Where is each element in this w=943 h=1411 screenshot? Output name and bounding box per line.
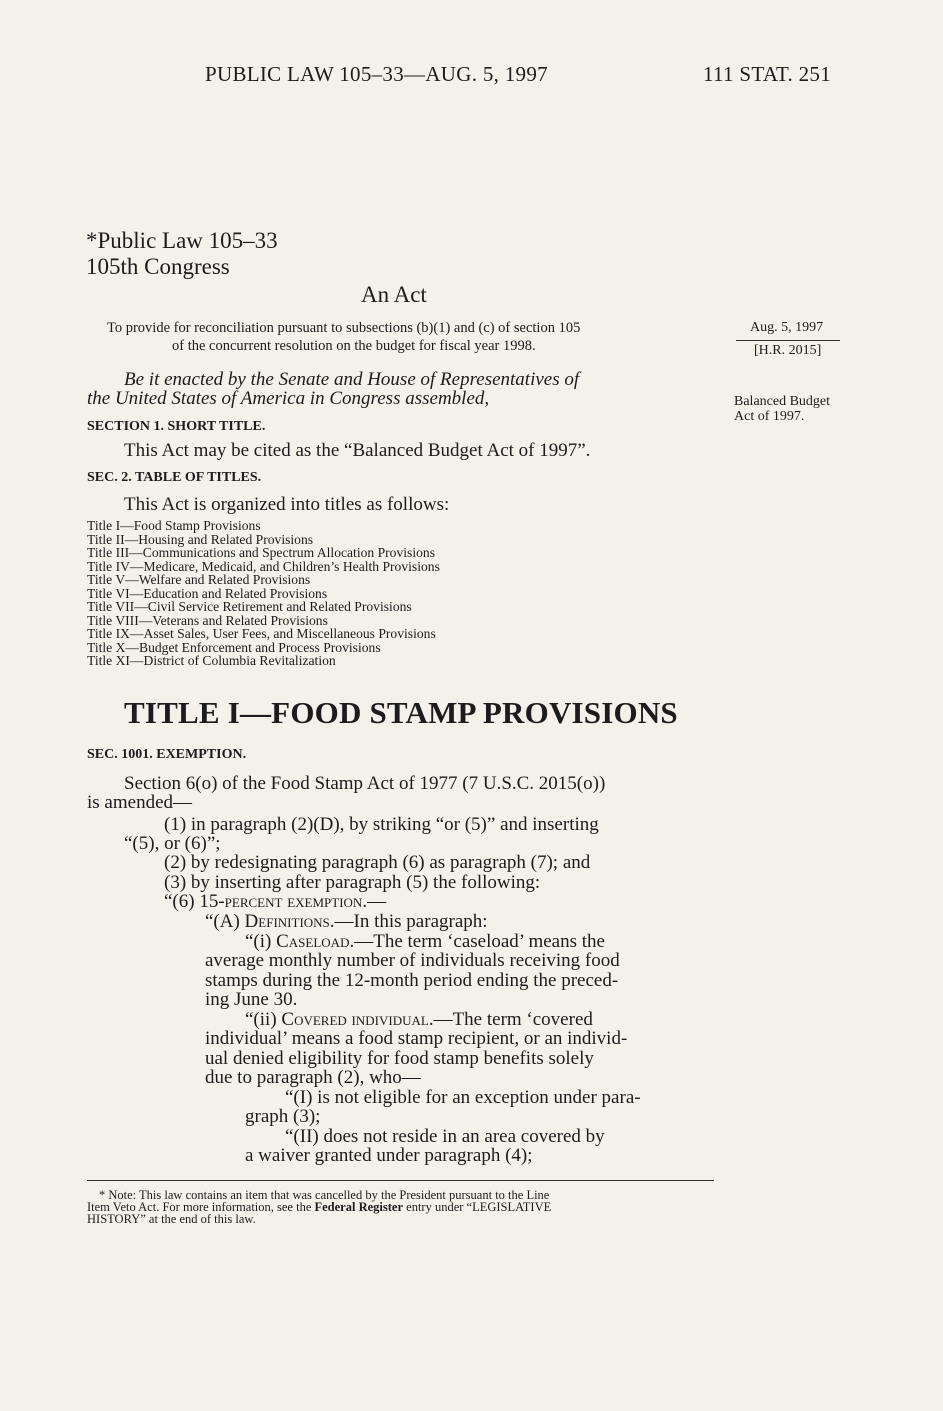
toc-item: Title II—Housing and Related Provisions	[87, 531, 314, 547]
margin-note-divider	[736, 340, 840, 341]
subparagraph-a-suffix: .—In this paragraph:	[329, 911, 488, 932]
clause-i-suffix: .—The term ‘caseload’ means the	[349, 931, 605, 952]
purpose-line-1: To provide for reconciliation pursuant to subsections (b)(1) and (c) of section 105	[107, 320, 581, 336]
subparagraph-a-heading	[205, 912, 488, 931]
paragraph-6-suffix: .—	[362, 891, 387, 912]
subclause-ii-line-1: “(II) does not reside in an area covered by	[285, 1126, 605, 1147]
clause-ii-line-1	[245, 1010, 593, 1029]
running-title: PUBLIC LAW 105–33—AUG. 5, 1997	[205, 62, 548, 86]
section-2-heading: SEC. 2. TABLE OF TITLES.	[87, 470, 262, 485]
margin-note-bill: [H.R. 2015]	[754, 343, 822, 358]
paragraph-3: (3) by inserting after paragraph (5) the following:	[164, 872, 541, 893]
section-1-text: This Act may be cited as the “Balanced Budget Act of 1997”.	[124, 440, 591, 461]
toc-item: Title IX—Asset Sales, User Fees, and Miscellaneous Provisions	[87, 626, 436, 641]
table-of-titles	[87, 519, 440, 668]
act-heading: An Act	[361, 282, 427, 307]
toc-item: Title VII—Civil Service Retirement and Related Provisions	[87, 599, 412, 614]
clause-ii-line-3: ual denied eligibility for food stamp benefits solely	[205, 1048, 594, 1069]
purpose-line-2: of the concurrent resolution on the budget for fiscal year 1998.	[172, 338, 536, 354]
paragraph-6-heading	[164, 892, 386, 911]
clause-ii-caption: overed individual	[294, 1009, 429, 1030]
federal-register-reference: Federal Register	[314, 1200, 404, 1214]
footnote-divider	[87, 1180, 714, 1181]
toc-item: Title VI—Education and Related Provisions	[87, 585, 328, 601]
section-2-text: This Act is organized into titles as follows:	[124, 494, 450, 515]
enacting-clause-line-1: Be it enacted by the Senate and House of Representatives of	[124, 369, 580, 390]
clause-i-caption: aseload	[288, 931, 350, 952]
clause-i-prefix: “(i) C	[245, 931, 289, 952]
toc-item: Title IV—Medicare, Medicaid, and Children’s Health Provisions	[87, 558, 440, 574]
toc-item: Title VIII—Veterans and Related Provisions	[87, 612, 328, 628]
clause-ii-line-4: due to paragraph (2), who—	[205, 1067, 421, 1088]
stat-page-number: 111 STAT. 251	[703, 62, 832, 86]
clause-i-line-1	[245, 932, 605, 951]
paragraph-1-line-2: “(5), or (6)”;	[124, 833, 221, 854]
clause-ii-line-2: individual’ means a food stamp recipient, or an individ-	[205, 1028, 628, 1049]
toc-item: Title III—Communications and Spectrum Allocation Provisions	[87, 545, 436, 560]
margin-note-date: Aug. 5, 1997	[750, 320, 824, 335]
subclause-i-line-1: “(I) is not eligible for an exception under para-	[285, 1087, 641, 1108]
toc-item: Title I—Food Stamp Provisions	[87, 518, 261, 533]
clause-i-line-2: average monthly number of individuals receiving food	[205, 950, 620, 971]
footnote-line-2-suffix: entry under “LEGISLATIVE	[403, 1200, 552, 1214]
toc-item: Title V—Welfare and Related Provisions	[87, 572, 311, 587]
section-1001-heading: SEC. 1001. EXEMPTION.	[87, 747, 247, 762]
enacting-clause-line-2: the United States of America in Congress assembled,	[87, 388, 490, 409]
section-1001-intro-line-2: is amended—	[87, 792, 193, 813]
paragraph-1-line-1: (1) in paragraph (2)(D), by striking “or (5)” and inserting	[164, 814, 599, 835]
clause-i-line-3: stamps during the 12-month period ending the preced-	[205, 970, 619, 991]
paragraph-2: (2) by redesignating paragraph (6) as paragraph (7); and	[164, 852, 591, 873]
section-1001-intro-line-1: Section 6(o) of the Food Stamp Act of 1977 (7 U.S.C. 2015(o))	[124, 773, 606, 794]
congress-number: 105th Congress	[86, 254, 230, 279]
subclause-i-line-2: graph (3);	[245, 1106, 321, 1127]
clause-i-line-4: ing June 30.	[205, 989, 298, 1010]
margin-note-short-title-1: Balanced Budget	[734, 394, 831, 409]
clause-ii-prefix: “(ii) C	[245, 1009, 295, 1030]
footnote-line-3: HISTORY” at the end of this law.	[87, 1212, 256, 1226]
toc-item: Title X—Budget Enforcement and Process Provisions	[87, 639, 381, 655]
footnote-line-1: * Note: This law contains an item that was cancelled by the President pursuant to the Line	[99, 1188, 550, 1202]
title-1-heading: TITLE I—FOOD STAMP PROVISIONS	[124, 695, 678, 730]
public-law-number: *Public Law 105–33	[86, 228, 278, 253]
subparagraph-a-prefix: “(A) D	[205, 911, 259, 932]
paragraph-6-caption: percent exemption	[224, 891, 363, 912]
paragraph-6-prefix: “(6) 15-	[164, 891, 225, 912]
subclause-ii-line-2: a waiver granted under paragraph (4);	[245, 1145, 533, 1166]
section-1-heading: SECTION 1. SHORT TITLE.	[87, 419, 266, 434]
toc-item: Title XI—District of Columbia Revitalization	[87, 653, 336, 668]
footnote-line-2-prefix: Item Veto Act. For more information, see the	[87, 1200, 315, 1214]
margin-note-short-title-2: Act of 1997.	[734, 409, 805, 424]
subparagraph-a-caption: efinitions	[258, 911, 330, 932]
clause-ii-suffix: .—The term ‘covered	[428, 1009, 593, 1030]
